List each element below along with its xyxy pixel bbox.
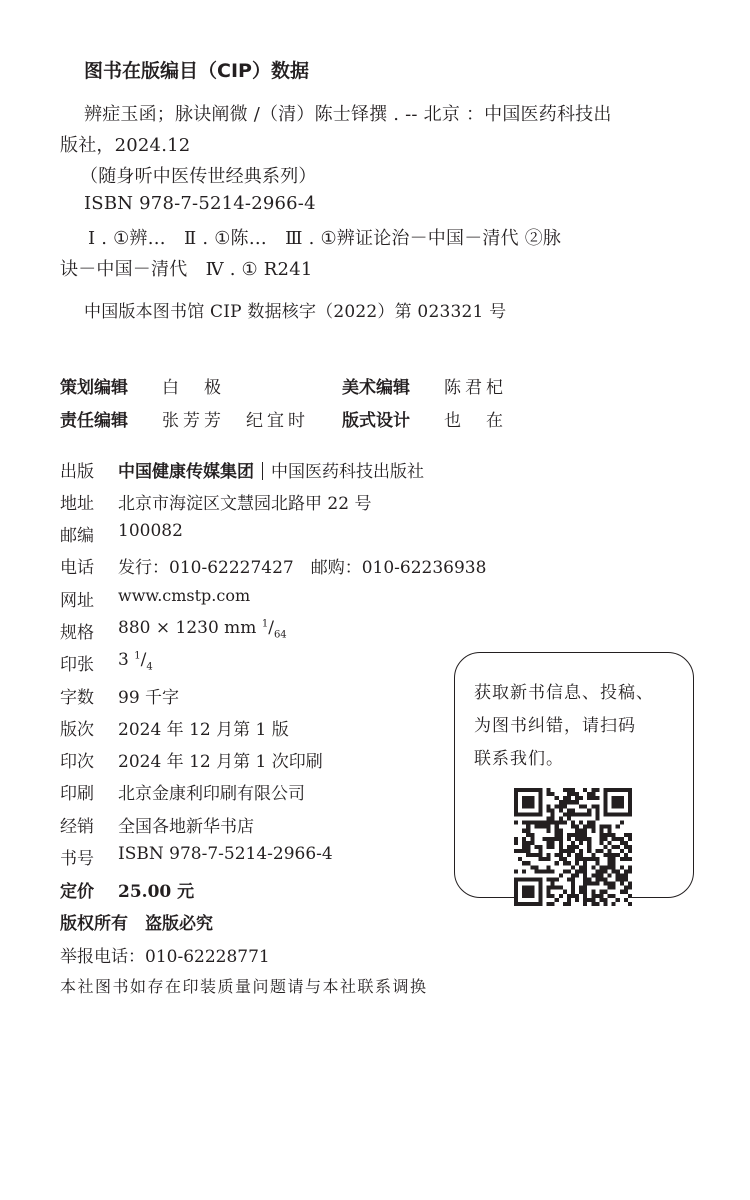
sheets: 3 $^1/_4$ bbox=[118, 650, 153, 673]
printer-label: 印刷 bbox=[60, 784, 94, 804]
sheets-label: 印张 bbox=[60, 655, 94, 675]
edition-label: 版次 bbox=[60, 720, 94, 740]
art-editor-label: 美术编辑 bbox=[342, 378, 410, 398]
publisher-group: 中国健康传媒集团 bbox=[118, 462, 254, 482]
art-editor: 陈君杞 bbox=[444, 378, 507, 398]
report-phone: 举报电话：010-62228771 bbox=[60, 947, 270, 967]
responsible-editor: 张芳芳 纪宜时 bbox=[162, 411, 309, 431]
publisher bbox=[118, 457, 424, 482]
layout-design: 也 在 bbox=[444, 411, 507, 431]
distributor: 全国各地新华书店 bbox=[118, 817, 254, 837]
cip-line-6: 诀－中国－清代 Ⅳ . ① R241 bbox=[60, 259, 313, 280]
phone-label: 电话 bbox=[60, 558, 94, 578]
cip-line-2: 版社，2024.12 bbox=[60, 135, 191, 156]
printing: 2024 年 12 月第 1 次印刷 bbox=[118, 752, 323, 772]
isbn: ISBN 978-7-5214-2966-4 bbox=[118, 844, 333, 864]
wordcount: 99 千字 bbox=[118, 688, 180, 708]
sheets-denominator: 4 bbox=[146, 661, 153, 673]
cip-line-4: ISBN 978-7-5214-2966-4 bbox=[84, 193, 316, 214]
postcode: 100082 bbox=[118, 521, 183, 541]
format: 880 × 1230 mm $^1/_{64}$ bbox=[118, 618, 287, 641]
layout-design-label: 版式设计 bbox=[342, 411, 410, 431]
format-label: 规格 bbox=[60, 623, 94, 643]
cip-title: 图书在版编目（CIP）数据 bbox=[84, 60, 309, 82]
phone: 发行：010-62227427 邮购：010-62236938 bbox=[118, 558, 487, 578]
price-label: 定价 bbox=[60, 882, 94, 902]
price: 25.00 元 bbox=[118, 882, 195, 902]
postcode-label: 邮编 bbox=[60, 526, 94, 546]
publisher-label: 出版 bbox=[60, 462, 94, 482]
cip-line-5: Ⅰ . ①辨… Ⅱ . ①陈… Ⅲ . ①辨证论治－中国－清代 ②脉 bbox=[88, 228, 562, 249]
cip-line-1: 辨症玉函；脉诀阐微 /（清）陈士铎撰 . -- 北京 ：中国医药科技出 bbox=[84, 104, 612, 125]
website-link[interactable]: www.cmstp.com bbox=[118, 586, 251, 605]
edition: 2024 年 12 月第 1 版 bbox=[118, 720, 289, 740]
wordcount-label: 字数 bbox=[60, 688, 94, 708]
qr-text-line-1: 获取新书信息、投稿、 bbox=[474, 683, 654, 703]
publisher-divider bbox=[262, 462, 263, 480]
sheets-numerator: 1 bbox=[134, 650, 141, 662]
planning-editor-label: 策划编辑 bbox=[60, 378, 128, 398]
distributor-label: 经销 bbox=[60, 817, 94, 837]
format-base: 880 × 1230 mm bbox=[118, 618, 257, 638]
publisher-name: 中国医药科技出版社 bbox=[271, 462, 424, 482]
rights-notice: 版权所有 盗版必究 bbox=[60, 914, 213, 934]
planning-editor: 白 极 bbox=[162, 378, 225, 398]
qr-code-icon[interactable] bbox=[514, 788, 632, 906]
address-label: 地址 bbox=[60, 494, 94, 514]
cip-verify: 中国版本图书馆 CIP 数据核字（2022）第 023321 号 bbox=[84, 302, 507, 322]
responsible-editor-label: 责任编辑 bbox=[60, 411, 128, 431]
website-label: 网址 bbox=[60, 591, 94, 611]
format-denominator: 64 bbox=[273, 629, 287, 641]
qr-text-line-3: 联系我们。 bbox=[474, 749, 564, 769]
format-numerator: 1 bbox=[261, 618, 269, 630]
isbn-label: 书号 bbox=[60, 849, 94, 869]
qr-text-line-2: 为图书纠错，请扫码 bbox=[474, 716, 636, 736]
cip-line-3: （随身听中医传世经典系列） bbox=[80, 166, 317, 187]
address: 北京市海淀区文慧园北路甲 22 号 bbox=[118, 494, 372, 514]
quality-notice: 本社图书如存在印装质量问题请与本社联系调换 bbox=[60, 977, 428, 996]
printing-label: 印次 bbox=[60, 752, 94, 772]
sheets-whole: 3 bbox=[118, 650, 129, 670]
printer: 北京金康利印刷有限公司 bbox=[118, 784, 305, 804]
